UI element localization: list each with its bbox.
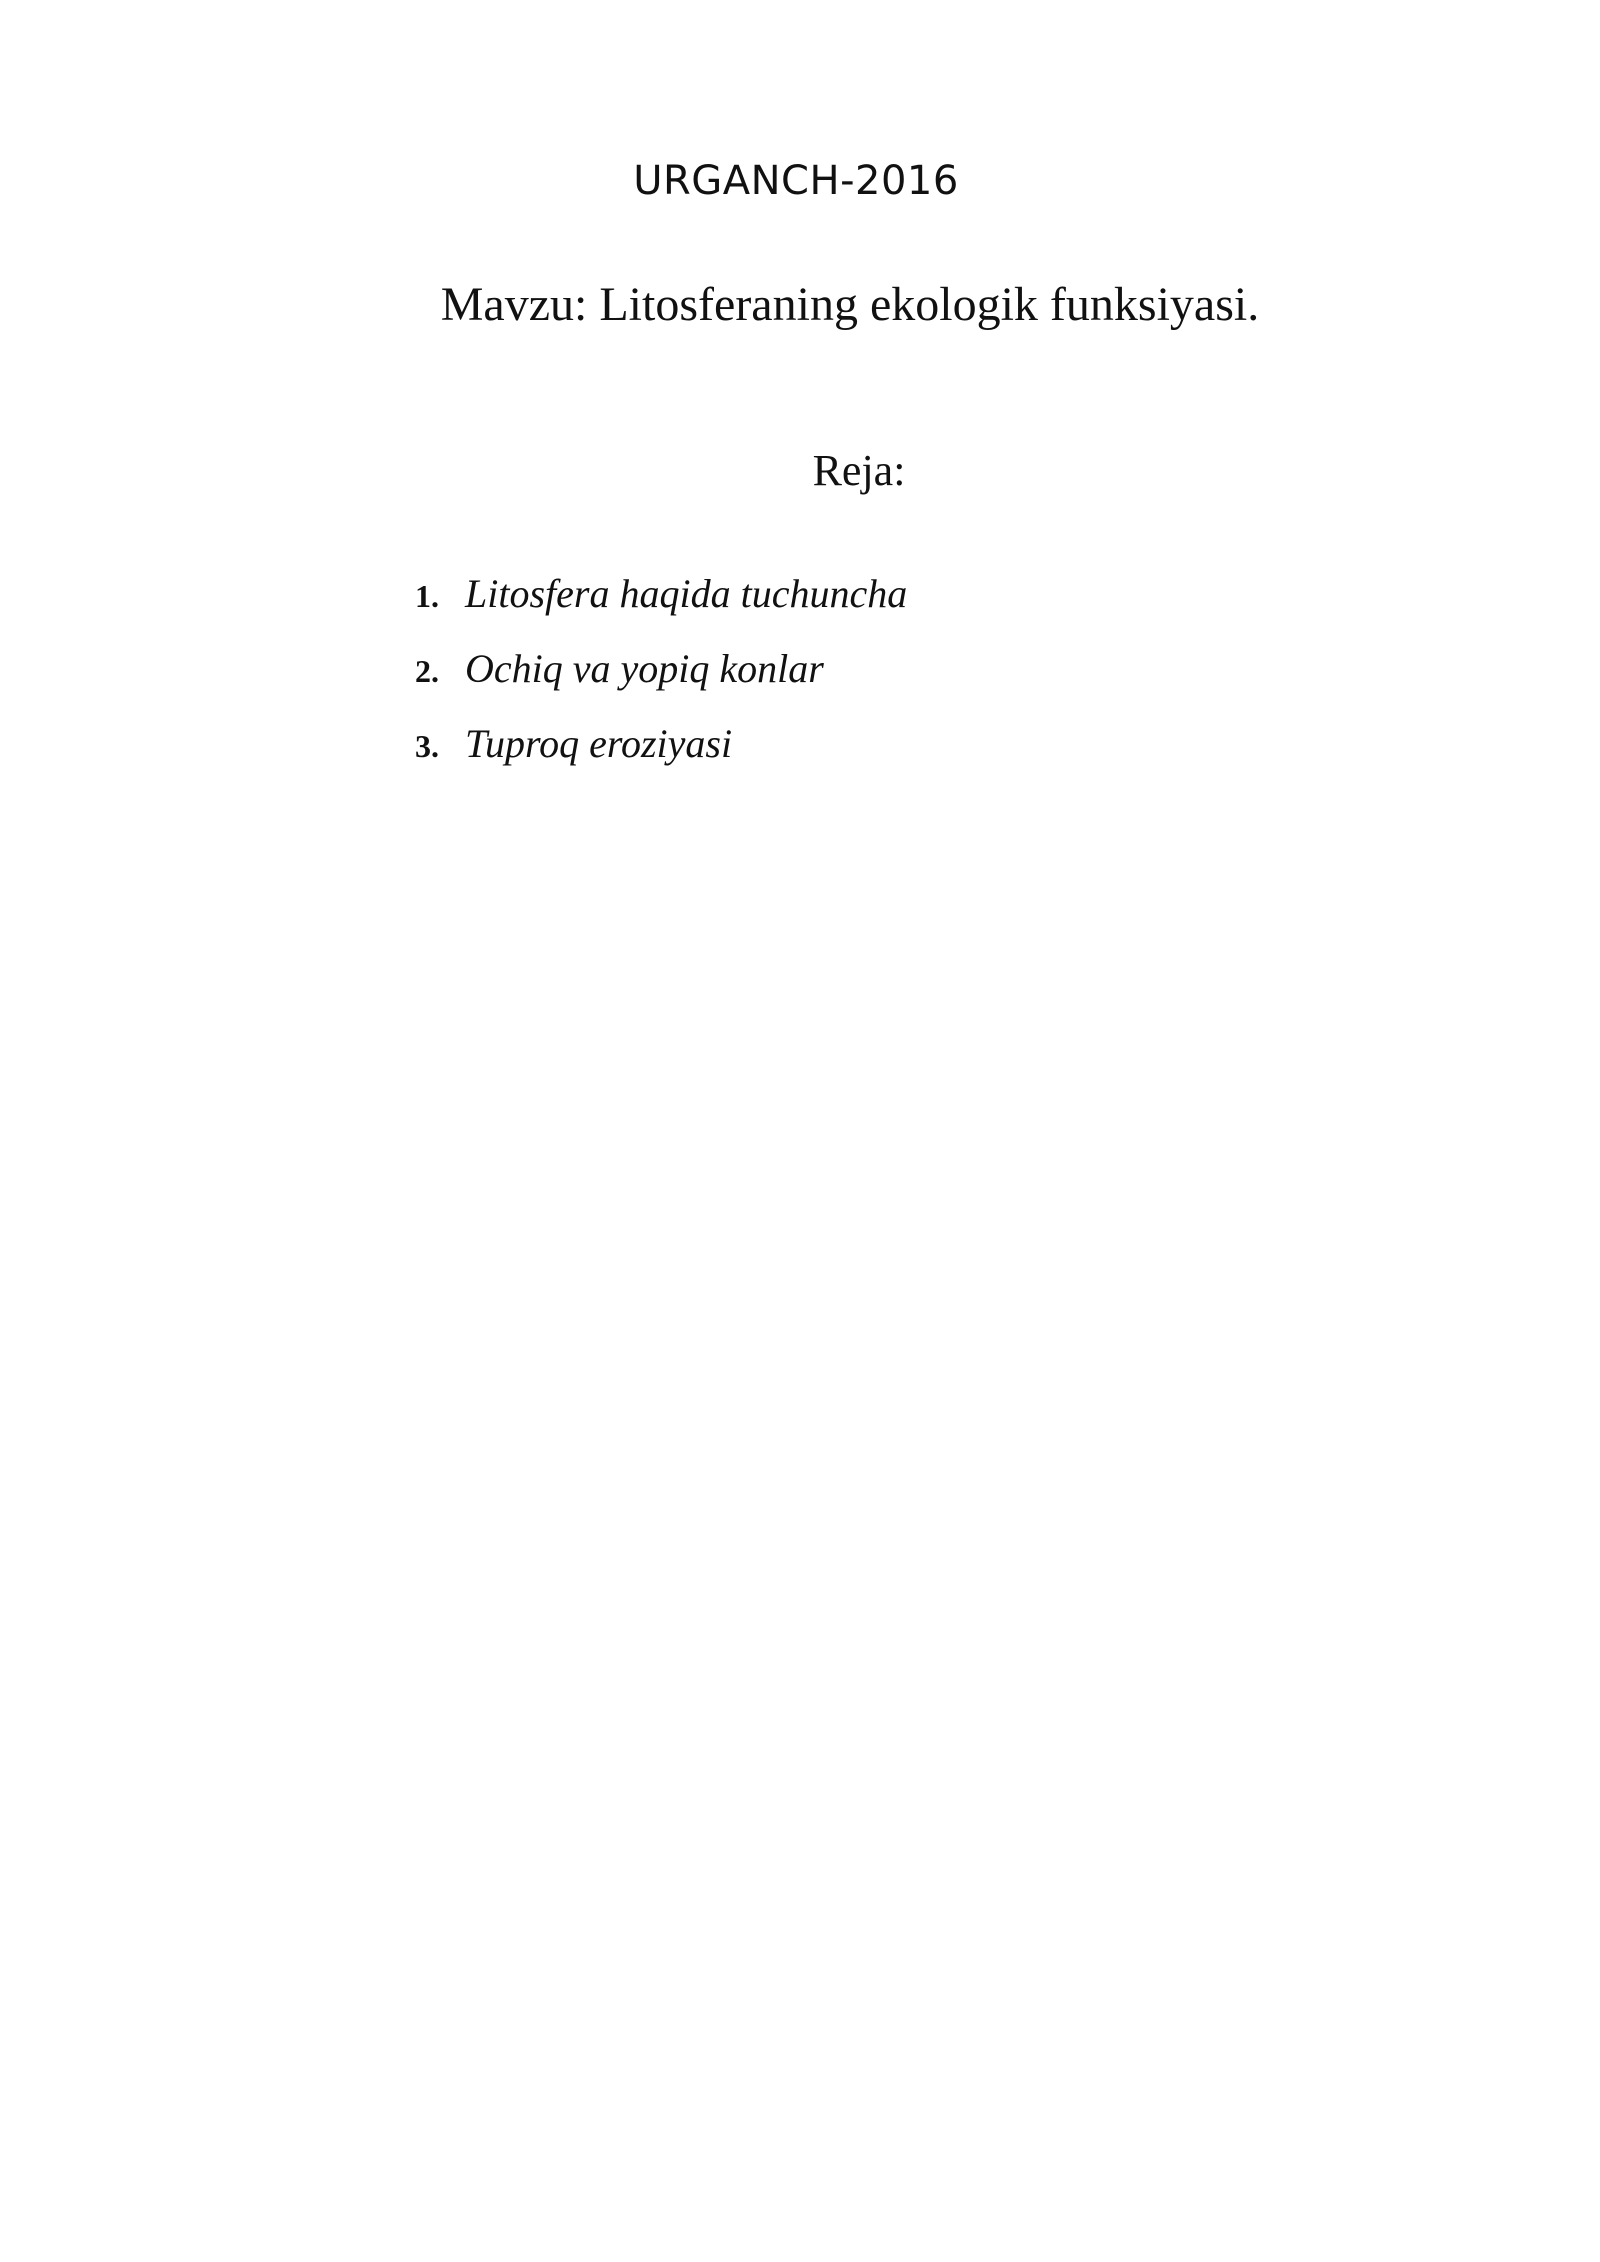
- plan-item-3: [415, 720, 907, 795]
- plan-item-text: Litosfera haqida tuchuncha: [465, 571, 908, 616]
- topic-title: [0, 275, 1600, 335]
- plan-item-text: Ochiq va yopiq konlar: [465, 646, 824, 691]
- topic-text: Mavzu: Litosferaning ekologik funksiyasi.: [440, 278, 1260, 331]
- city-year-text: URGANCH-2016: [633, 158, 959, 204]
- plan-item-1: [415, 570, 907, 645]
- plan-item-2: [415, 645, 907, 720]
- plan-item-number: 2.: [415, 653, 439, 689]
- plan-heading-text: Reja:: [812, 446, 906, 495]
- plan-item-number: 1.: [415, 578, 439, 614]
- plan-list: [415, 570, 907, 795]
- city-year-heading: [0, 155, 1600, 207]
- plan-heading: [0, 443, 1600, 499]
- plan-item-text: Tuproq eroziyasi: [465, 721, 733, 766]
- plan-item-number: 3.: [415, 728, 439, 764]
